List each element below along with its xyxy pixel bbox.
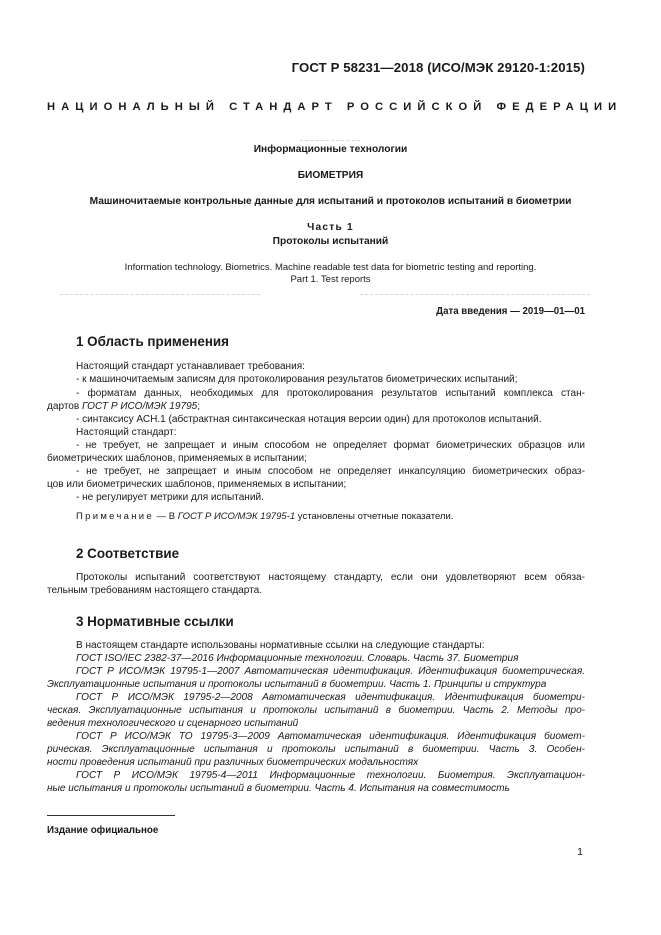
footer-rule	[47, 815, 175, 816]
standard-reference: ГОСТ Р ИСО/МЭК 19795-1	[177, 511, 296, 522]
paragraph: - к машиночитаемым записям для протоколирования результатов биометрических испытаний;	[76, 374, 518, 385]
title-line-3: Машиночитаемые контрольные данные для испытаний и протоколов испытаний в биометрии	[89, 196, 572, 207]
standard-code: ГОСТ Р 58231—2018 (ИСО/МЭК 29120-1:2015)	[291, 60, 585, 75]
part-title: Протоколы испытаний	[272, 236, 389, 247]
reference-item: рическая. Эксплуатационные испытания и протоколы испытаний в биометрии. Часть 3. Особен-	[47, 744, 585, 755]
paragraph: - не регулирует метрики для испытаний.	[76, 492, 264, 503]
reference-item: ГОСТ Р ИСО/МЭК ТО 19795-3—2009 Автоматическая идентификация. Идентификация биомет-	[76, 731, 585, 742]
paragraph: Настоящий стандарт:	[76, 427, 177, 438]
paragraph: Настоящий стандарт устанавливает требования:	[76, 361, 305, 372]
section-heading-normative-references: 3 Нормативные ссылки	[76, 614, 234, 629]
section-heading-scope: 1 Область применения	[76, 334, 229, 349]
national-standard-banner: НАЦИОНАЛЬНЫЙ СТАНДАРТ РОССИЙСКОЙ ФЕДЕРАЦИИ	[47, 101, 623, 113]
reference-item: Эксплуатационные испытания и протоколы испытаний в биометрии. Часть 1. Принципы и структура	[47, 679, 547, 690]
english-title-line-2: Part 1. Test reports	[290, 274, 371, 285]
paragraph: В настоящем стандарте использованы нормативные ссылки на следующие стандарты:	[76, 640, 485, 651]
reference-item: ГОСТ Р ИСО/МЭК 19795-4—2011 Информационные технологии. Биометрия. Эксплуатацион-	[76, 770, 585, 781]
part-label: Часть 1	[307, 222, 354, 233]
title-line-1: Информационные технологии	[253, 144, 408, 155]
paragraph: - синтаксису АСН.1 (абстрактная синтаксическая нотация версии один) для протоколов испытаний.	[76, 414, 542, 425]
faint-rule	[300, 140, 360, 141]
note-label: Примечание	[76, 511, 154, 522]
reference-item: ческая. Эксплуатационные испытания и протоколы испытаний в биометрии. Часть 2. Методы про-	[47, 705, 585, 716]
faint-rule	[60, 294, 260, 295]
reference-item: ГОСТ ISO/IEC 2382-37—2016 Информационные технологии. Словарь. Часть 37. Биометрия	[76, 653, 519, 664]
reference-item: ности проведения испытаний при различных биометрических модальностях	[47, 757, 419, 768]
page-number: 1	[577, 846, 583, 858]
reference-item: ГОСТ Р ИСО/МЭК 19795-2—2008 Автоматическая идентификация. Идентификация биометри-	[76, 692, 585, 703]
paragraph: - не требует, не запрещает и иным способом не определяет инкапсуляцию биометрических образ-	[76, 466, 585, 477]
official-edition-label: Издание официальное	[47, 825, 159, 836]
faint-rule	[360, 294, 590, 295]
paragraph: биометрических шаблонов, применяемых в испытании;	[47, 453, 307, 464]
title-line-2: БИОМЕТРИЯ	[297, 170, 364, 181]
paragraph: цов или биометрических шаблонов, применяемых в испытании;	[47, 479, 347, 490]
introduction-date: Дата введения — 2019—01—01	[436, 306, 585, 317]
paragraph: дартов ГОСТ Р ИСО/МЭК 19795;	[47, 401, 201, 412]
paragraph: - не требует, не запрещает и иным способом не определяет формат биометрических образцов или	[76, 440, 585, 451]
paragraph: - форматам данных, необходимых для протоколирования результатов испытаний комплекса стан-	[76, 388, 585, 399]
reference-item: ведения технологического и сценарного испытаний	[47, 718, 299, 729]
reference-item: ГОСТ Р ИСО/МЭК 19795-1—2007 Автоматическая идентификация. Идентификация биометрическая.	[76, 666, 585, 677]
note: Примечание — В ГОСТ Р ИСО/МЭК 19795-1 установлены отчетные показатели.	[76, 511, 454, 522]
english-title-line-1: Information technology. Biometrics. Machine readable test data for biometric testing and reporting.	[124, 262, 537, 273]
reference-item: ные испытания и протоколы испытаний в биометрии. Часть 4. Испытания на совместимость	[47, 783, 510, 794]
section-heading-conformance: 2 Соответствие	[76, 546, 180, 561]
standard-reference: ГОСТ Р ИСО/МЭК 19795	[82, 401, 198, 412]
paragraph: Протоколы испытаний соответствуют настоящему стандарту, если они удовлетворяют всем обяза-	[76, 572, 585, 583]
paragraph: тельным требованиям настоящего стандарта.	[47, 585, 262, 596]
